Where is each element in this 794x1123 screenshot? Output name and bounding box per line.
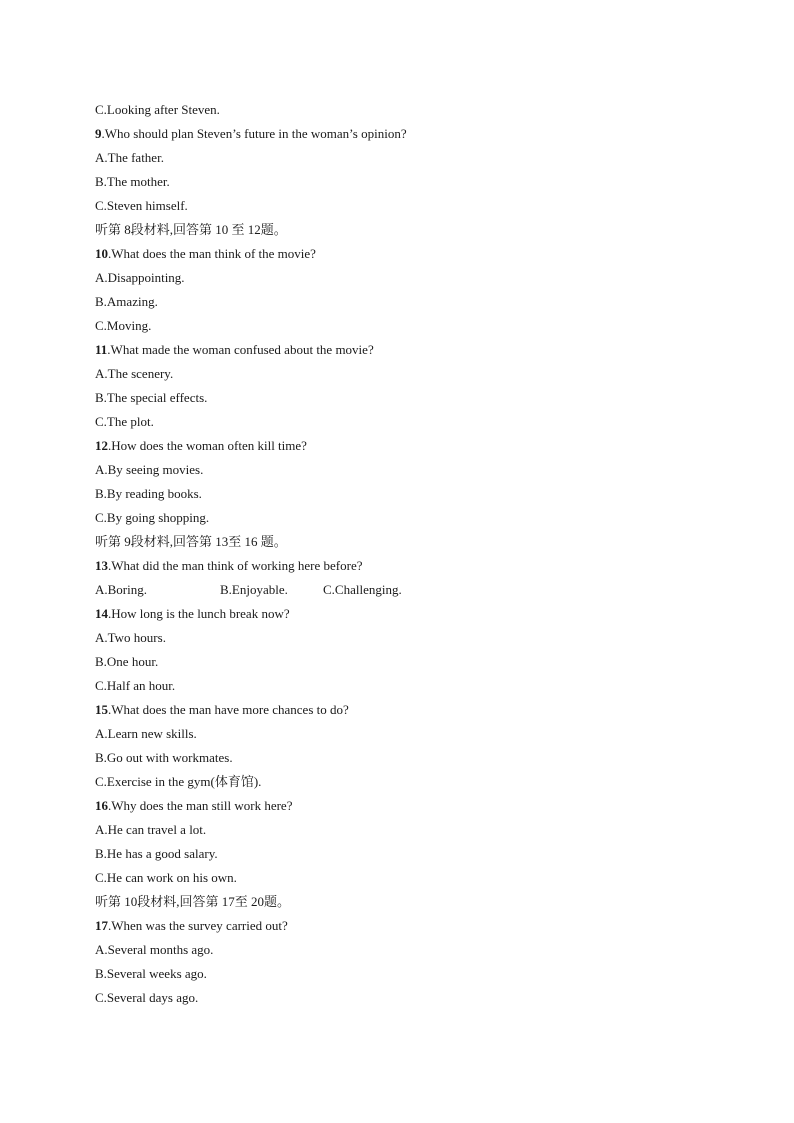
question-text: .Who should plan Steven’s future in the woman’s opinion? [101,126,407,141]
question-text: .What did the man think of working here before? [108,558,363,573]
option-line: A.Several months ago. [95,942,214,957]
option-line: A.The father. [95,150,164,165]
option-line: A.Two hours. [95,630,166,645]
option-line: A.Disappointing. [95,270,185,285]
question-number: 10 [95,246,108,261]
option-line: C.Looking after Steven. [95,102,220,117]
option-line: C.Several days ago. [95,990,199,1005]
question-number: 14 [95,606,108,621]
question-text: .When was the survey carried out? [108,918,288,933]
question-text: .How does the woman often kill time? [108,438,307,453]
question-number: 16 [95,798,108,813]
option-line: C.The plot. [95,414,154,429]
question-text: .How long is the lunch break now? [108,606,290,621]
option-c: C.Challenging. [323,582,402,597]
question-line [95,554,735,578]
question-number: 13 [95,558,108,573]
question-line [95,602,735,626]
option-line: A.By seeing movies. [95,462,204,477]
option-line: A.The scenery. [95,366,174,381]
question-line [95,914,735,938]
inline-options [95,578,735,602]
question-number: 17 [95,918,108,933]
option-line: C.Half an hour. [95,678,176,693]
question-line [95,794,735,818]
section-instruction: 听第 8段材料,回答第 10 至 12题。 [95,222,287,237]
option-line: B.Amazing. [95,294,158,309]
option-b: B.Enjoyable. [220,582,288,597]
option-line: B.Several weeks ago. [95,966,207,981]
question-line [95,242,735,266]
option-line: B.By reading books. [95,486,202,501]
option-line: B.The special effects. [95,390,208,405]
question-number: 15 [95,702,108,717]
question-number: 12 [95,438,108,453]
option-line: B.He has a good salary. [95,846,218,861]
question-text: .Why does the man still work here? [108,798,293,813]
question-text: .What made the woman confused about the movie? [107,342,374,357]
question-line [95,698,735,722]
section-instruction: 听第 10段材料,回答第 17至 20题。 [95,894,291,909]
question-text: .What does the man think of the movie? [108,246,316,261]
option-line: C.Exercise in the gym(体育馆). [95,774,262,789]
question-text: .What does the man have more chances to do? [108,702,349,717]
option-line: A.Learn new skills. [95,726,197,741]
option-line: C.Moving. [95,318,152,333]
question-line [95,338,735,362]
question-number: 11 [95,342,108,357]
option-line: C.Steven himself. [95,198,188,213]
option-line: B.Go out with workmates. [95,750,233,765]
option-line: B.One hour. [95,654,159,669]
option-line: C.He can work on his own. [95,870,237,885]
option-line: A.He can travel a lot. [95,822,207,837]
option-line: C.By going shopping. [95,510,210,525]
question-line [95,122,735,146]
section-instruction: 听第 9段材料,回答第 13至 16 题。 [95,534,287,549]
question-line [95,434,735,458]
option-line: B.The mother. [95,174,170,189]
document-body [95,98,735,1010]
question-number: 9 [95,126,102,141]
option-a: A.Boring. [95,582,147,597]
